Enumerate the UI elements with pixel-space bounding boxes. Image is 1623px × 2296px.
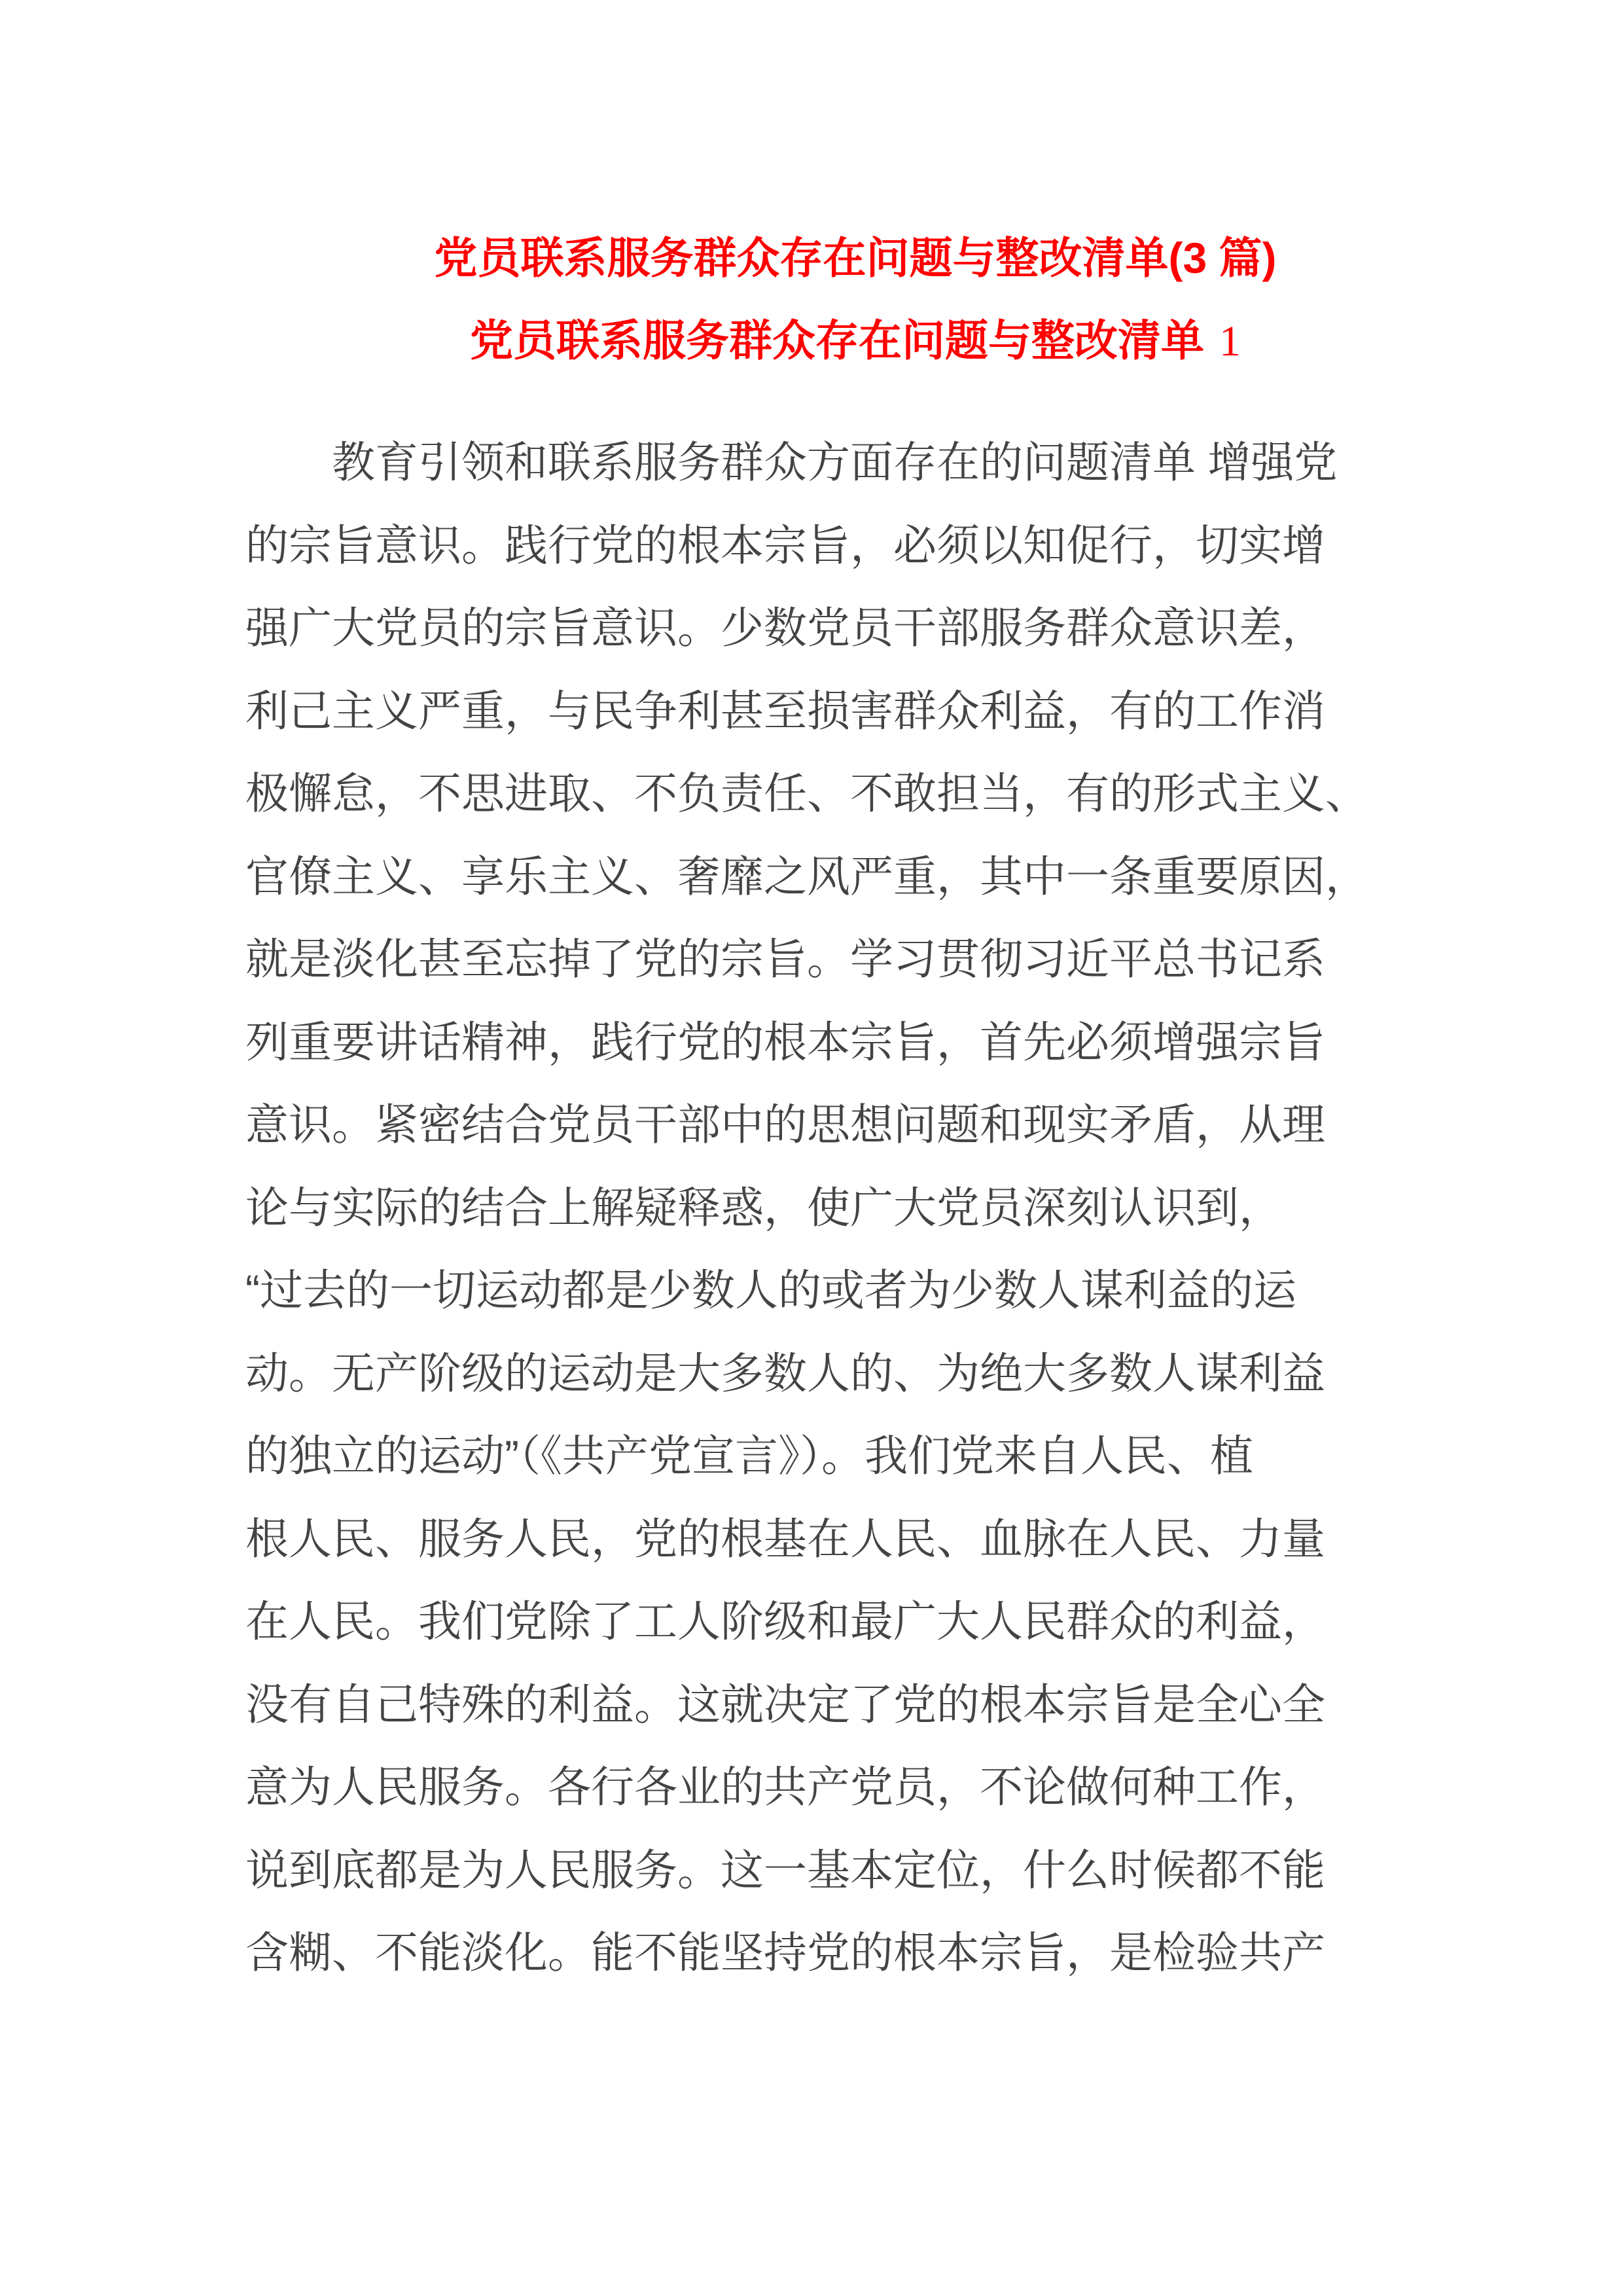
body-text-line: 教育引领和联系服务群众方面存在的问题清单 增强党 (332, 438, 1338, 486)
body-text-line: 官僚主义、享乐主义、奢靡之风严重，其中一条重要原因， (245, 852, 1368, 901)
body-text-line: 在人民。我们党除了工人阶级和最广大人民群众的利益， (245, 1597, 1325, 1645)
body-text-line: 论与实际的结合上解疑释惑，使广大党员深刻认识到， (245, 1183, 1282, 1232)
body-text-line: 列重要讲话精神，践行党的根本宗旨，首先必须增强宗旨 (245, 1017, 1325, 1066)
body-text-line: 含糊、不能淡化。能不能坚持党的根本宗旨，是检验共产 (245, 1928, 1325, 1977)
body-text-line: 就是淡化甚至忘掉了党的宗旨。学习贯彻习近平总书记系 (245, 935, 1325, 983)
document-title-line2-number: 1 (1219, 317, 1241, 365)
document-title-line1: 党员联系服务群众存在问题与整改清单(3 篇) (434, 234, 1277, 282)
body-text-line: 说到底都是为人民服务。这一基本定位，什么时候都不能 (245, 1845, 1325, 1894)
document-title-line2-text: 党员联系服务群众存在问题与整改清单 (469, 316, 1204, 365)
body-text-line: 利己主义严重，与民争利甚至损害群众利益，有的工作消 (245, 686, 1325, 735)
body-text-line: 意识。紧密结合党员干部中的思想问题和现实矛盾，从理 (245, 1100, 1325, 1149)
body-text-line: 的独立的运动”（《共产党宣言》）。我们党来自人民、植 (245, 1431, 1253, 1480)
document-title-line2 (245, 299, 1379, 383)
body-paragraph (245, 421, 1379, 1994)
body-text-line: 意为人民服务。各行各业的共产党员，不论做何种工作， (245, 1763, 1325, 1811)
body-text-line: “过去的一切运动都是少数人的或者为少数人谋利益的运 (245, 1266, 1296, 1314)
body-text-line: 极懈怠，不思进取、不负责任、不敢担当，有的形式主义、 (245, 769, 1368, 817)
document-content (245, 217, 1379, 1994)
body-text-line: 根人民、服务人民，党的根基在人民、血脉在人民、力量 (245, 1514, 1325, 1563)
body-text-line: 强广大党员的宗旨意识。少数党员干部服务群众意识差， (245, 603, 1325, 652)
body-text-line: 的宗旨意识。践行党的根本宗旨，必须以知促行，切实增 (245, 520, 1325, 569)
body-text-line: 没有自己特殊的利益。这就决定了党的根本宗旨是全心全 (245, 1679, 1325, 1729)
body-text-line: 动。无产阶级的运动是大多数人的、为绝大多数人谋利益 (245, 1348, 1325, 1397)
